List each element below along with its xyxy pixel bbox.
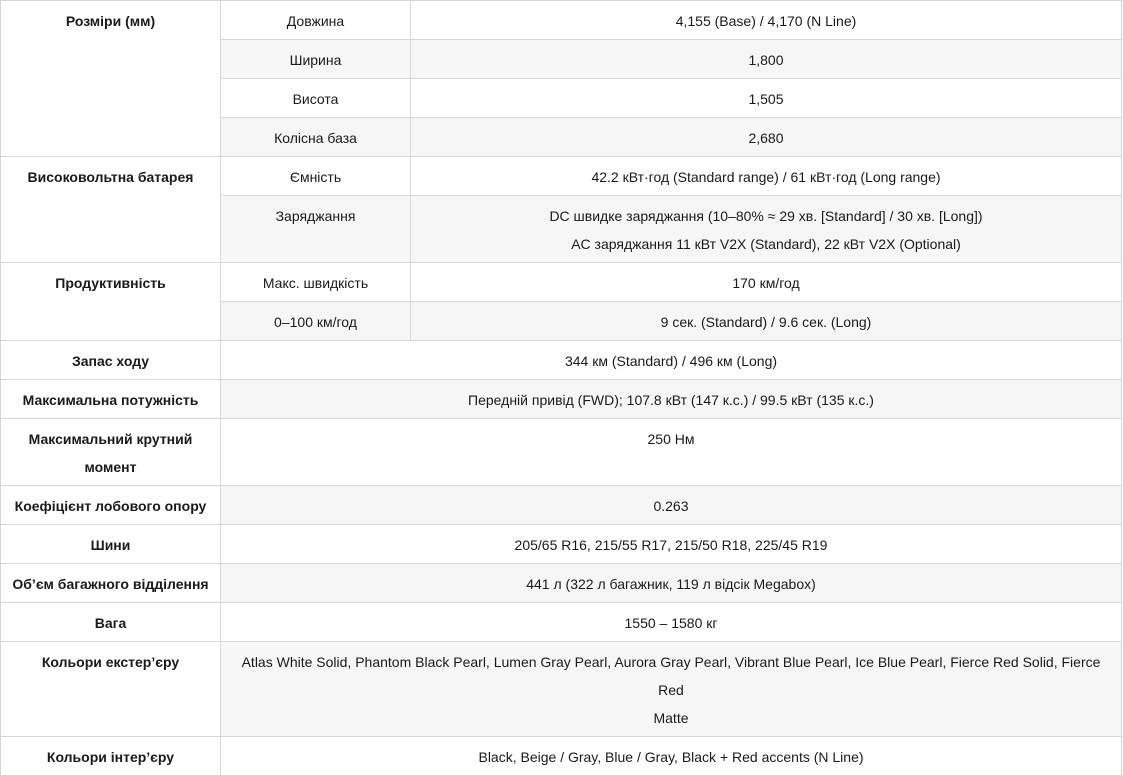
label-length: Довжина	[221, 1, 411, 40]
category-drag: Коефіцієнт лобового опору	[1, 486, 221, 525]
value-cargo: 441 л (322 л багажник, 119 л відсік Megabox)	[221, 564, 1122, 603]
value-range: 344 км (Standard) / 496 км (Long)	[221, 341, 1122, 380]
category-interior: Кольори інтер’єру	[1, 737, 221, 776]
value-tires: 205/65 R16, 215/55 R17, 215/50 R18, 225/45 R19	[221, 525, 1122, 564]
value-height: 1,505	[411, 79, 1122, 118]
category-dimensions: Розміри (мм)	[1, 1, 221, 157]
category-torque	[1, 419, 221, 486]
value-length: 4,155 (Base) / 4,170 (N Line)	[411, 1, 1122, 40]
value-capacity: 42.2 кВт·год (Standard range) / 61 кВт·год (Long range)	[411, 157, 1122, 196]
table-row	[1, 341, 1122, 380]
table-row	[1, 1, 1122, 40]
label-charging: Заряджання	[221, 196, 411, 263]
label-width: Ширина	[221, 40, 411, 79]
value-charging-ac: AC заряджання 11 кВт V2X (Standard), 22 кВт V2X (Optional)	[571, 236, 961, 252]
label-top-speed: Макс. швидкість	[221, 263, 411, 302]
value-torque: 250 Нм	[221, 419, 1122, 486]
category-range: Запас ходу	[1, 341, 221, 380]
label-acceleration: 0–100 км/год	[221, 302, 411, 341]
value-charging-dc: DC швидке заряджання (10–80% ≈ 29 хв. [Standard] / 30 хв. [Long])	[549, 208, 983, 224]
label-capacity: Ємність	[221, 157, 411, 196]
value-width: 1,800	[411, 40, 1122, 79]
value-interior: Black, Beige / Gray, Blue / Gray, Black + Red accents (N Line)	[221, 737, 1122, 776]
category-tires: Шини	[1, 525, 221, 564]
table-row	[1, 642, 1122, 737]
category-cargo: Об’єм багажного відділення	[1, 564, 221, 603]
value-weight: 1550 – 1580 кг	[221, 603, 1122, 642]
table-row	[1, 564, 1122, 603]
category-exterior: Кольори екстер’єру	[1, 642, 221, 737]
table-row	[1, 380, 1122, 419]
category-torque-line1: Максимальний крутний	[28, 431, 193, 447]
table-row	[1, 486, 1122, 525]
value-exterior-line1: Atlas White Solid, Phantom Black Pearl, Lumen Gray Pearl, Aurora Gray Pearl, Vibrant Blue Pearl, Ice Blue Pearl, Fierce Red Solid, Fierce Red	[241, 654, 1101, 698]
table-row	[1, 263, 1122, 302]
table-row	[1, 603, 1122, 642]
table-row	[1, 737, 1122, 776]
category-weight: Вага	[1, 603, 221, 642]
value-exterior	[221, 642, 1122, 737]
category-torque-line2: момент	[84, 459, 137, 475]
value-drag: 0.263	[221, 486, 1122, 525]
label-height: Висота	[221, 79, 411, 118]
value-acceleration: 9 сек. (Standard) / 9.6 сек. (Long)	[411, 302, 1122, 341]
category-power: Максимальна потужність	[1, 380, 221, 419]
table-row	[1, 525, 1122, 564]
category-battery: Високовольтна батарея	[1, 157, 221, 263]
value-wheelbase: 2,680	[411, 118, 1122, 157]
value-exterior-line2: Matte	[653, 710, 689, 726]
table-row	[1, 419, 1122, 486]
value-power: Передній привід (FWD); 107.8 кВт (147 к.с.) / 99.5 кВт (135 к.с.)	[221, 380, 1122, 419]
value-charging	[411, 196, 1122, 263]
table-row	[1, 157, 1122, 196]
label-wheelbase: Колісна база	[221, 118, 411, 157]
category-performance: Продуктивність	[1, 263, 221, 341]
value-top-speed: 170 км/год	[411, 263, 1122, 302]
